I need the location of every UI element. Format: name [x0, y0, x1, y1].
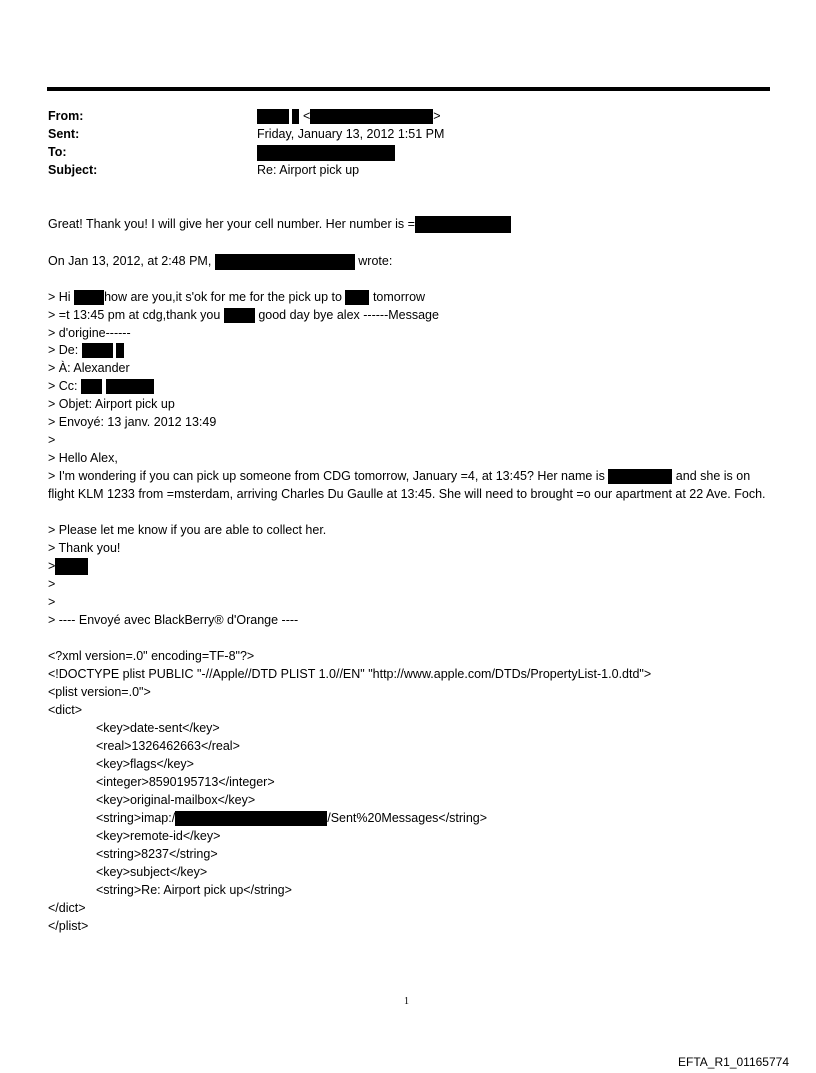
from-label: From: [48, 109, 84, 123]
sent-value: Friday, January 13, 2012 1:51 PM [257, 127, 445, 141]
xml-line: <string>8237</string> [96, 847, 218, 861]
redaction [224, 308, 255, 323]
xml-line: <string>Re: Airport pick up</string> [96, 883, 292, 897]
redaction [257, 145, 395, 161]
xml-line: <key>remote-id</key> [96, 829, 221, 843]
xml-line [96, 809, 487, 827]
quote-text: > [48, 559, 56, 573]
quote-text: > Hi [48, 290, 71, 304]
quote-paragraph [48, 467, 773, 503]
quote-text: tomorrow [372, 290, 426, 304]
xml-line: <integer>8590195713</integer> [96, 775, 275, 789]
redaction [81, 379, 102, 394]
xml-line: <key>date-sent</key> [96, 721, 220, 735]
quote-line [48, 341, 124, 359]
redaction [106, 379, 154, 394]
from-close-bracket: > [433, 109, 441, 123]
attribution-prefix: On Jan 13, 2012, at 2:48 PM, [48, 254, 212, 268]
to-label: To: [48, 145, 67, 159]
xml-line: <plist version=.0"> [48, 685, 151, 699]
redaction [82, 343, 113, 358]
quote-line: > Thank you! [48, 541, 121, 555]
redaction [292, 109, 299, 124]
redaction [310, 109, 433, 124]
xml-text: /Sent%20Messages</string> [327, 811, 488, 825]
attribution-suffix: wrote: [358, 254, 393, 268]
redaction [257, 109, 289, 124]
quote-line [48, 288, 425, 306]
quote-attribution [48, 252, 392, 270]
sent-label: Sent: [48, 127, 80, 141]
redaction [608, 469, 672, 484]
header-rule [47, 87, 770, 91]
bates-number: EFTA_R1_01165774 [678, 1055, 789, 1069]
xml-line: <key>original-mailbox</key> [96, 793, 256, 807]
xml-line: <?xml version=.0" encoding=TF-8"?> [48, 649, 255, 663]
xml-line: </plist> [48, 919, 89, 933]
quote-text: > I'm wondering if you can pick up someone from CDG tomorrow, January =4, at 13:45? Her name is [48, 469, 605, 483]
quote-text: how are you,it s'ok for me for the pick up to [104, 290, 342, 304]
xml-line: </dict> [48, 901, 86, 915]
quote-line: > Objet: Airport pick up [48, 397, 175, 411]
xml-line: <key>flags</key> [96, 757, 194, 771]
quote-line: > Please let me know if you are able to collect her. [48, 523, 327, 537]
to-value [257, 143, 395, 161]
quote-text: > Cc: [48, 379, 78, 393]
redaction [215, 254, 355, 270]
redaction [116, 343, 124, 358]
quote-line: > [48, 577, 56, 591]
from-open-bracket: < [302, 109, 311, 123]
quote-text: good day bye alex ------Message [258, 308, 439, 322]
quote-line: > À: Alexander [48, 361, 130, 375]
redaction [415, 216, 511, 233]
xml-line: <real>1326462663</real> [96, 739, 240, 753]
quote-line: > [48, 433, 56, 447]
page-number: 1 [404, 996, 409, 1007]
subject-label: Subject: [48, 163, 98, 177]
quote-text: > =t 13:45 pm at cdg,thank you [48, 308, 221, 322]
quote-line [48, 557, 88, 575]
xml-line: <key>subject</key> [96, 865, 208, 879]
reply-text: Great! Thank you! I will give her your cell number. Her number is = [48, 217, 415, 231]
reply-line [48, 215, 511, 233]
quote-line: > d'origine------ [48, 326, 131, 340]
redaction [74, 290, 104, 305]
subject-value: Re: Airport pick up [257, 163, 360, 177]
redaction [55, 558, 88, 575]
quote-line: > [48, 595, 56, 609]
redaction [345, 290, 369, 305]
quote-line: > Hello Alex, [48, 451, 118, 465]
from-value [257, 107, 441, 125]
xml-text: <string>imap:/ [96, 811, 176, 825]
quote-line [48, 306, 439, 324]
quote-line [48, 377, 154, 395]
redaction [175, 811, 327, 826]
quote-line: > ---- Envoyé avec BlackBerry® d'Orange ---- [48, 613, 299, 627]
xml-line: <dict> [48, 703, 83, 717]
quote-line: > Envoyé: 13 janv. 2012 13:49 [48, 415, 217, 429]
quote-text: > De: [48, 343, 79, 357]
xml-line: <!DOCTYPE plist PUBLIC "-//Apple//DTD PLIST 1.0//EN" "http://www.apple.com/DTDs/PropertyList-1.0.dtd"> [48, 667, 652, 681]
quote-text: and she is on flight KLM 1233 from =msterdam, arriving Charles Du Gaulle at 13:45. She will need to brought =o our apartment at 22 Ave. Foch. [48, 469, 766, 501]
